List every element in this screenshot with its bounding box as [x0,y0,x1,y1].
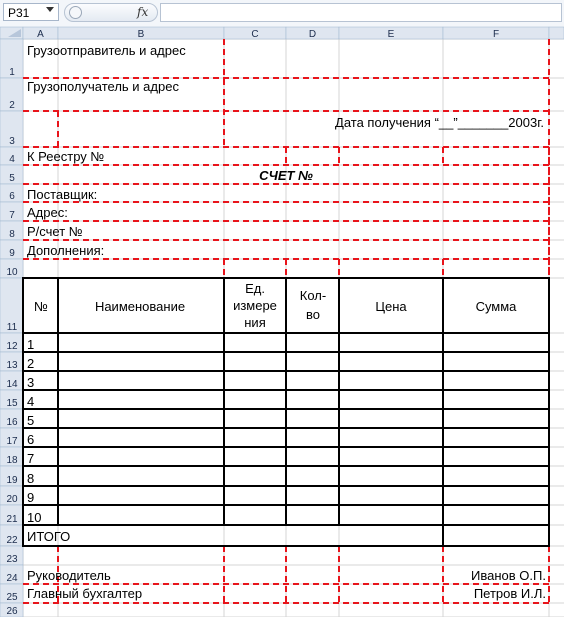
total-label: ИТОГО [27,529,71,544]
header-unit-3: ния [244,315,266,330]
account-label: Р/счет № [27,224,83,239]
row-header-label: 24 [6,573,18,584]
item-number: 8 [27,471,35,486]
item-number: 4 [27,394,35,409]
column-header-label: D [308,29,317,40]
item-number: 1 [27,337,35,352]
row-header-label: 23 [6,554,18,565]
row-header-label: 19 [6,475,18,486]
column-header-label: A [37,29,44,40]
row-header-label: 22 [6,535,18,546]
item-number: 6 [27,432,35,447]
supplier-label: Поставщик: [27,187,98,202]
additions-label: Дополнения: [27,243,105,258]
item-number: 5 [27,413,35,428]
row-header-label: 11 [6,322,18,333]
header-unit-2: измере [233,298,277,313]
header-unit-1: Ед. [245,281,265,296]
row-header-label: 18 [6,455,18,466]
row-header-label: 25 [6,592,18,603]
accountant-label: Главный бухгалтер [27,586,143,601]
item-number: 9 [27,490,35,505]
item-number: 10 [27,510,42,525]
row-header-label: 1 [9,67,15,78]
item-number: 7 [27,451,35,466]
header-qty-1: Кол- [299,288,327,303]
row-header-label: 13 [6,360,18,371]
header-qty-2: во [306,307,320,322]
row-header-label: 16 [6,417,18,428]
table-borders [23,278,549,546]
item-number: 2 [27,356,35,371]
row-header-label: 20 [6,494,18,505]
header-sum: Сумма [475,299,517,314]
row-header-label: 21 [6,514,18,525]
shipper-label: Грузоотправитель и адрес [27,43,186,58]
address-label: Адрес: [27,205,68,220]
column-header-label: E [387,29,395,40]
row-header-label: 4 [9,154,15,165]
registry-label: К Реестру № [27,149,105,164]
row-header-label: 5 [9,173,15,184]
accountant-name: Петров И.Л. [473,586,546,601]
consignee-label: Грузополучатель и адрес [27,79,179,94]
director-label: Руководитель [27,568,111,583]
name-box-value: P31 [8,6,30,20]
row-header-label: 8 [9,229,15,240]
column-header-label: B [137,29,145,40]
row-header-label: 10 [6,267,18,278]
row-header-label: 26 [6,606,18,617]
row-header-label: 2 [9,100,15,111]
column-header-rest [549,27,564,39]
row-header-label: 7 [9,210,15,221]
row-header-label: 14 [6,379,18,390]
director-name: Иванов О.П. [471,568,546,583]
row-header-label: 3 [9,136,15,147]
column-header-label: F [492,29,500,40]
insert-function-icon[interactable]: fx [137,5,149,19]
header-num: № [34,299,48,314]
column-header-label: C [251,29,259,40]
row-header-label: 15 [6,398,18,409]
header-price: Цена [375,299,407,314]
item-number: 3 [27,375,35,390]
row-header-label: 9 [9,248,15,259]
header-name: Наименование [94,299,186,314]
row-header-label: 17 [6,436,18,447]
received-date: Дата получения “__”_______2003г. [335,115,544,130]
invoice-title: СЧЕТ № [259,168,313,183]
row-header-label: 6 [9,191,15,202]
row-header-label: 12 [6,341,18,352]
